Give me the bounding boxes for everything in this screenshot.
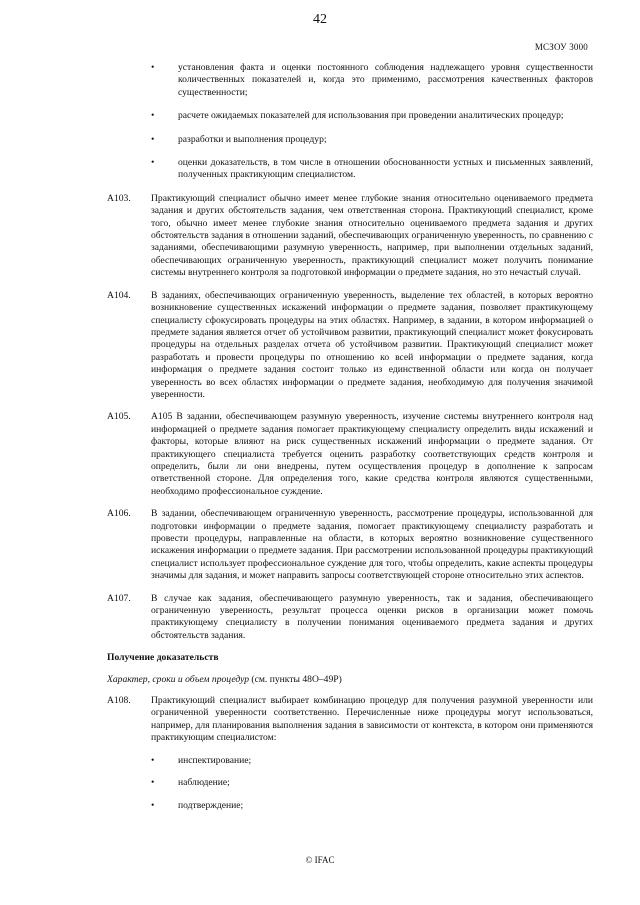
paragraph-number: A107. bbox=[107, 592, 131, 604]
bullet-icon: • bbox=[151, 754, 155, 766]
list-item-text: инспектирование; bbox=[178, 754, 252, 766]
paragraph-a106 bbox=[107, 508, 593, 582]
bullet-icon: • bbox=[151, 157, 155, 169]
section-heading: Получение доказательств bbox=[107, 652, 219, 664]
list-item-text: разработки и выполнения процедур; bbox=[178, 133, 327, 145]
paragraph-text: Практикующий специалист выбирает комбинацию процедур для получения разумной уверенности или ограниченной уверенности соответственно. Перечисленные ниже процедуры могут использоваться, например, для планирования выполнения задания в зависимости от контекста, в котором они применяются практикующим специалистом: bbox=[151, 695, 593, 744]
list-item bbox=[107, 110, 593, 122]
list-item bbox=[107, 777, 593, 789]
list-item-text: оценки доказательств, в том числе в отношении обоснованности устных и письменных заявлений, полученных практикующим специалистом. bbox=[178, 157, 593, 181]
top-bullet-list bbox=[107, 62, 593, 182]
paragraph-text: В задании, обеспечивающем ограниченную уверенность, рассмотрение процедуры, использованной для подготовки информации о предмете задания, помогает практикующему специалисту разработать и провести процедуры, направленные на области, в которых вероятно возникновение существенного искажения информации о предмете задания. При рассмотрении использованной процедуры практикующий специалист использует профессиональное суждение для того, чтобы определить, какие аспекты процедуры значимы для задания, и может направить запросы соответствующей стороне относительно этих аспектов. bbox=[151, 508, 593, 582]
list-item bbox=[107, 800, 593, 812]
paragraph-text: В заданиях, обеспечивающих ограниченную уверенность, выделение тех областей, в которых вероятно возникновение существенных искажений информации о предмете задания, позволяет практикующему специалисту сфокусировать процедуры на этих областях. Например, в задании, в котором информацией о предмете задания является отчет об устойчивом развитии, практикующий специалист может фокусировать процедуры на отдельных разделах отчета об устойчивом развитии. Практикующий специалист может разработать и провести процедуры по отношению ко всей информации о предмете задания, когда информация о предмете задания состоит только из единственной области или когда он получает уверенность во всех областях информации о предмете задания, необходимую для получения значимой уверенности. bbox=[151, 289, 593, 400]
paragraph-number: A104. bbox=[107, 289, 131, 301]
paragraph-a108 bbox=[107, 695, 593, 745]
footer-copyright: © IFAC bbox=[305, 855, 335, 865]
paragraph-number: A103. bbox=[107, 192, 131, 204]
paragraph-a103 bbox=[107, 193, 593, 280]
list-item bbox=[107, 62, 593, 99]
bottom-bullet-list bbox=[107, 755, 593, 812]
paragraph-text: A105 В задании, обеспечивающем разумную уверенность, изучение системы внутреннего контроля над информацией о предмете задания помогает практикующему специалисту определить виды искажений и факторы, которые влияют на риск существенных искажений информации о предмете задания. От практикующего специалиста требуется оценить разработку соответствующих средств контроля и определить, были ли они внедрены, путем осуществления процедур в дополнение к запросам ответственной стороне. Для определения того, какие средства контроля являются существенными, необходимо профессиональное суждение. bbox=[151, 411, 593, 497]
page-number: 42 bbox=[313, 12, 327, 27]
list-item bbox=[107, 134, 593, 146]
list-item bbox=[107, 755, 593, 767]
paragraph-number: A108. bbox=[107, 695, 131, 707]
standard-code: МСЗОУ 3000 bbox=[534, 42, 588, 52]
list-item-text: подтверждение; bbox=[178, 799, 244, 811]
bullet-icon: • bbox=[151, 133, 155, 145]
subheading-italic: Характер, сроки и объем процедур bbox=[107, 673, 249, 685]
paragraph-number: A105. bbox=[107, 411, 131, 423]
list-item-text: установления факта и оценки постоянного соблюдения надлежащего уровня существенности количественных показателей и, когда это применимо, рассмотрения качественных факторов существенности; bbox=[178, 62, 593, 98]
bullet-icon: • bbox=[151, 799, 155, 811]
paragraph-a105 bbox=[107, 411, 593, 498]
paragraph-a107 bbox=[107, 593, 593, 643]
list-item-text: расчете ожидаемых показателей для использования при проведении аналитических процедур; bbox=[178, 110, 564, 122]
list-item-text: наблюдение; bbox=[178, 777, 230, 789]
bullet-icon: • bbox=[151, 62, 155, 73]
paragraph-text: Практикующий специалист обычно имеет менее глубокие знания относительно оцениваемого предмета задания и других обстоятельств задания, чем ответственная сторона. Практикующий специалист, кроме того, обычно имеет менее глубокие знания относительно оцениваемого предмета задания и других обстоятельств задания в отношении заданий, обеспечивающих ограниченную уверенность, по сравнению с заданиями, обеспечивающими разумную уверенность, например, при выполнении отдельных заданий, обеспечивающих ограниченную уверенность, практикующий специалист может получить понимание системы внутреннего контроля за подготовкой информации о предмете задания, но это нечастый случай. bbox=[151, 192, 593, 279]
subheading-reference: (см. пункты 48О–49Р) bbox=[249, 673, 342, 685]
document-body bbox=[107, 62, 593, 822]
bullet-icon: • bbox=[151, 110, 155, 122]
paragraph-number: A106. bbox=[107, 508, 131, 520]
paragraph-text: В случае как задания, обеспечивающего разумную уверенность, так и задания, обеспечивающего ограниченную уверенность, результат процесса оценки рисков в организации может помочь практикующему специалисту в получении понимания оцениваемого предмета задания и других обстоятельств задания. bbox=[151, 592, 593, 641]
bullet-icon: • bbox=[151, 777, 155, 789]
subheading bbox=[107, 674, 593, 686]
list-item bbox=[107, 157, 593, 182]
paragraph-a104 bbox=[107, 290, 593, 402]
